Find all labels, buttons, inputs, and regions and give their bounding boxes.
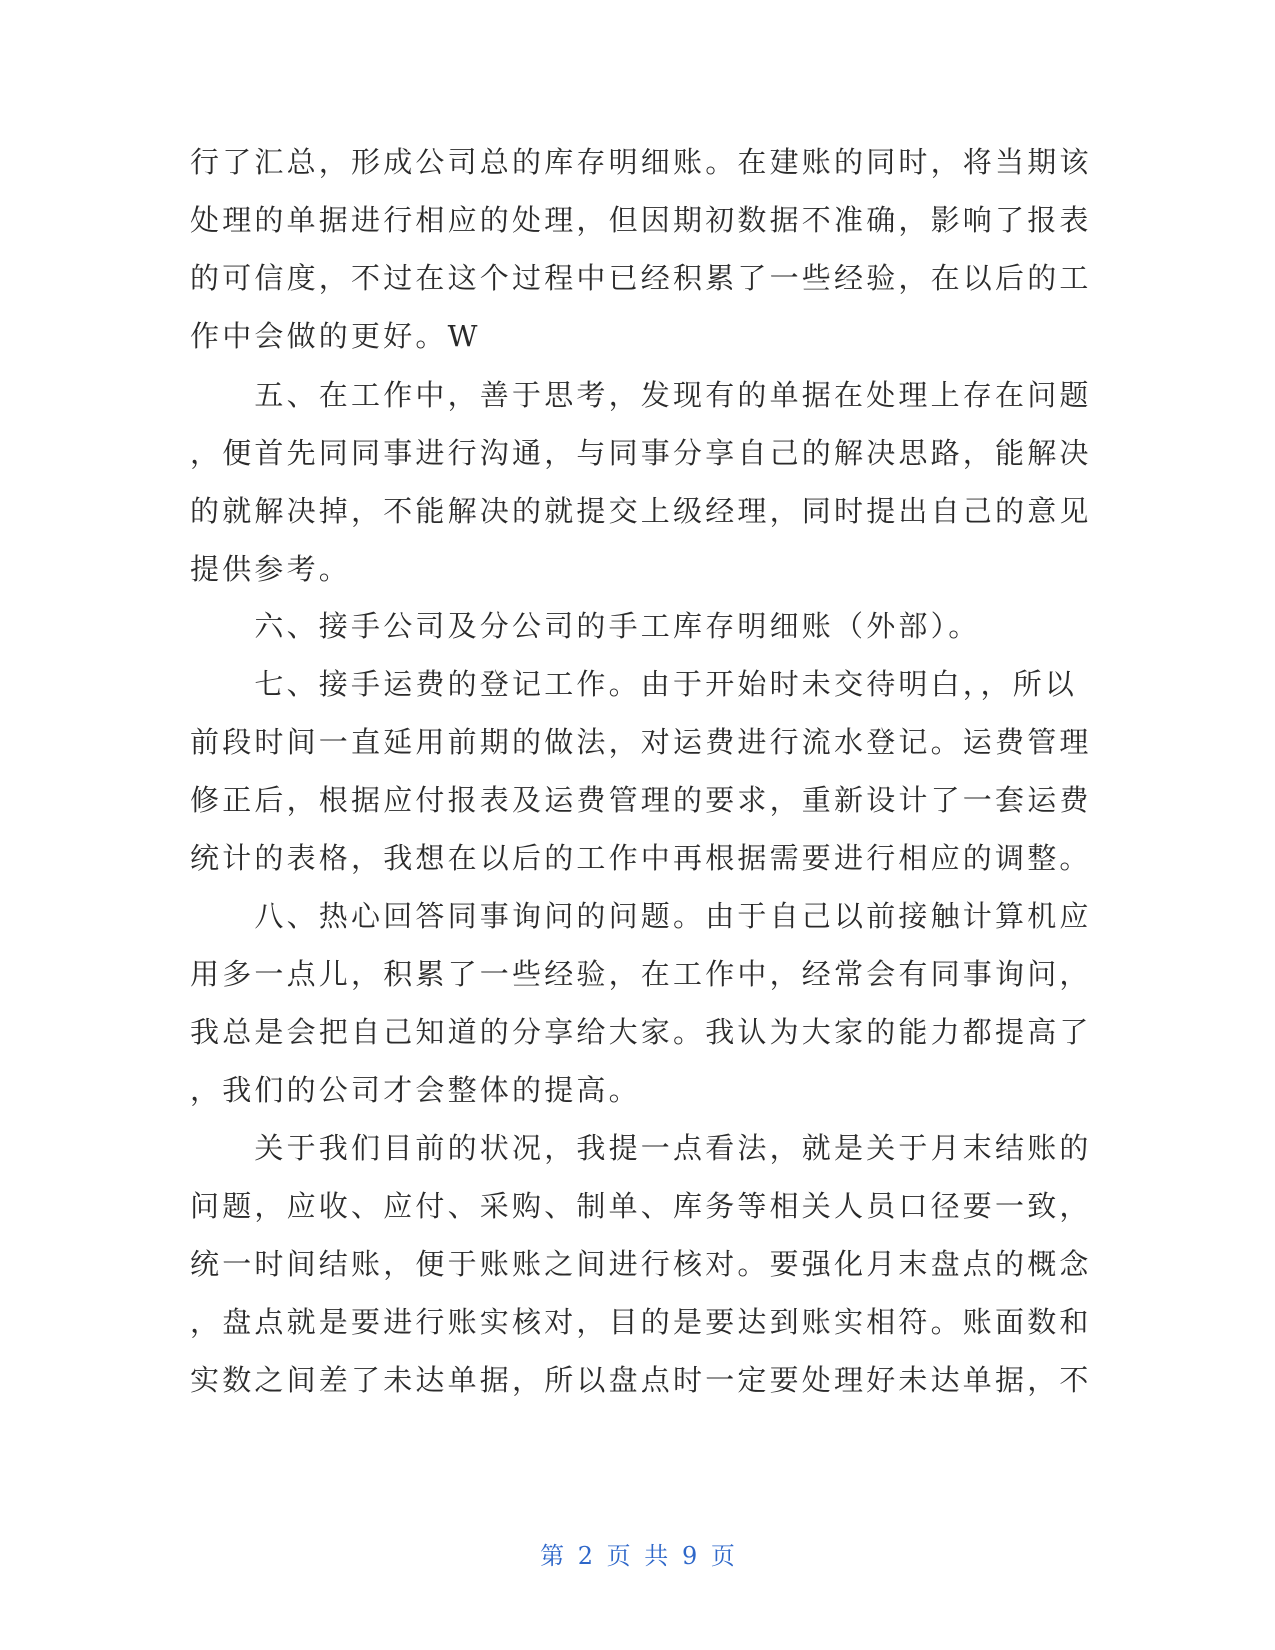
text-line-17: ，我们的公司才会整体的提高。 bbox=[190, 1073, 641, 1107]
text-line-6: ，便首先同同事进行沟通，与同事分享自己的解决思路，能解决 bbox=[190, 436, 1092, 470]
text-line-9: 六、接手公司及分公司的手工库存明细账（外部）。 bbox=[190, 609, 981, 643]
text-line-12: 修正后，根据应付报表及运费管理的要求，重新设计了一套运费 bbox=[190, 783, 1092, 817]
text-line-8: 提供参考。 bbox=[190, 552, 352, 586]
page-number-footer: 第 2 页 共 9 页 bbox=[540, 1542, 735, 1570]
text-line-4: 作中会做的更好。W bbox=[190, 319, 481, 353]
text-line-21: ，盘点就是要进行账实核对，目的是要达到账实相符。账面数和 bbox=[190, 1305, 1092, 1339]
text-line-14: 八、热心回答同事询问的问题。由于自己以前接触计算机应 bbox=[190, 899, 1092, 933]
text-line-11: 前段时间一直延用前期的做法，对运费进行流水登记。运费管理 bbox=[190, 725, 1092, 759]
text-line-3: 的可信度，不过在这个过程中已经积累了一些经验，在以后的工 bbox=[190, 261, 1092, 295]
text-line-2: 处理的单据进行相应的处理，但因期初数据不准确，影响了报表 bbox=[190, 203, 1092, 237]
text-line-1: 行了汇总，形成公司总的库存明细账。在建账的同时，将当期该 bbox=[190, 145, 1092, 179]
text-line-15: 用多一点儿，积累了一些经验，在工作中，经常会有同事询问， bbox=[190, 957, 1092, 991]
text-line-13: 统计的表格，我想在以后的工作中再根据需要进行相应的调整。 bbox=[190, 841, 1092, 875]
text-line-20: 统一时间结账，便于账账之间进行核对。要强化月末盘点的概念 bbox=[190, 1247, 1092, 1281]
text-line-19: 问题，应收、应付、采购、制单、库务等相关人员口径要一致， bbox=[190, 1189, 1092, 1223]
text-line-7: 的就解决掉，不能解决的就提交上级经理，同时提出自己的意见 bbox=[190, 494, 1092, 528]
text-line-5: 五、在工作中，善于思考，发现有的单据在处理上存在问题 bbox=[190, 378, 1092, 412]
text-line-18: 关于我们目前的状况，我提一点看法，就是关于月末结账的 bbox=[190, 1131, 1092, 1165]
text-line-16: 我总是会把自己知道的分享给大家。我认为大家的能力都提高了 bbox=[190, 1015, 1092, 1049]
text-line-22: 实数之间差了未达单据，所以盘点时一定要处理好未达单据，不 bbox=[190, 1363, 1092, 1397]
text-line-10: 七、接手运费的登记工作。由于开始时未交待明白，，所以 bbox=[190, 667, 1078, 701]
